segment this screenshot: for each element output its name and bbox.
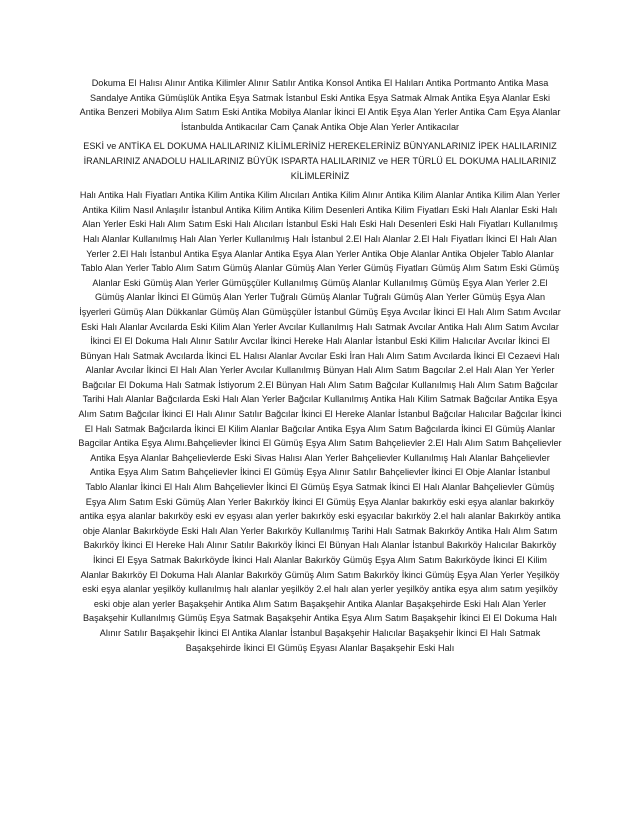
paragraph-carpet-types-uppercase: ESKİ ve ANTİKA EL DOKUMA HALILARINIZ KİLİMLERİNİZ HEREKELERİNİZ BÜNYANLARINIZ İPEK HALILARINIZ İRANLARINIZ ANADOLU HALILARINIZ BÜYÜK ISPARTA HALILARINIZ ve HER TÜRLÜ EL DOKUMA HALILARINIZ KİLİMLERİNİZ — [83, 141, 557, 181]
paragraph-antique-dealers-intro: Dokuma El Halısı Alınır Antika Kilimler Alınır Satılır Antika Konsol Antika El Halıları Antika Portmanto Antika Masa Sandalye Antika Gümüşlük Antika Eşya Satmak İstanbul Eski Antika Eşya Satmak Almak Antika Eşya Alanlar Eski Antika Benzeri Mobilya Alım Satım Eski Antika Mobilya Alanlar İkinci El Antik Eşya Alan Yerler Antika Cam Eşya Alanlar İstanbulda Antikacılar Cam Çanak Antika Obje Alan Yerler Antikacılar — [79, 78, 561, 132]
paragraph-keyword-listing: Halı Antika Halı Fiyatları Antika Kilim Antika Kilim Alıcıları Antika Kilim Alınır Antika Kilim Alanlar Antika Kilim Alan Yerler Antika Kilim Nasıl Anlaşılır İstanbul Antika Kilim Antika Kilim Desenleri Antika Kilim Fiyatları Eski Halı Alanlar Eski Halı Alan Yerler Eski Halı Alım Satım Eski Halı Alıcıları İstanbul Eski Halı Eski Halı Desenleri Eski Halı Fiyatları Kullanılmış Halı Alanlar Kullanılmış Halı Alan Yerler Kullanılmış Halı İstanbul 2.El Halı Alanlar 2.El Halı Fiyatları İkinci El Halı Alan Yerler 2.El Halı İstanbul Antika Eşya Alanlar Antika Eşya Alan Yerler Antika Obje Alanlar Antika Objeler Tablo Alanlar Tablo Alan Yerler Tablo Alım Satım Gümüş Alanlar Gümüş Alan Yerler Gümüş Fiyatları Gümüş Alım Satım Eski Gümüş Alanlar Eski Gümüş Alan Yerler Gümüşçüler Kullanılmış Gümüş Alanlar Kullanılmış Gümüş Eşya Alan Yerler 2.El Gümüş Alanlar İkinci El Gümüş Alan Yerler Tuğralı Gümüş Alanlar Tuğralı Gümüş Alan Yerler Gümüş Eşya Alan İşyerleri Gümüş Alan Dükkanlar Gümüş Alan Gümüşçüler İstanbul Gümüş Eşya Avcılar İkinci El Halı Alım Satım Avcılar Eski Halı Alanlar Avcılarda Eski Kilim Alan Yerler Avcılar Kullanılmış Halı Satmak Avcılar Antika Halı Alım Satım Avcılar İkinci El El Dokuma Halı Alınır Satılır Avcılar İkinci Hereke Halı Alanlar İstanbul Eski Kilim Halıcılar Avcılar İkinci El Bünyan Halı Satmak Avcılarda İkinci EL Halısı Alanlar Avcılar Eski İran Halı Alım Satım Avcılarda İkinci El Cezaevi Halı Alanlar Avcılar İkinci El Halı Alan Yerler Avcılar Kullanılmış Bünyan Halı Alım Satım Bagcılar 2.el Halı Alan Yer Yerler Bağcılar El Dokuma Halı Satmak İstiyorum 2.El Bünyan Halı Alım Satım Bağcılar Kullanılmış Halı Alım Satım Bağcılar Tarihi Halı Alanlar Bağcılarda Eski Halı Alan Yerler Bağcılar Kullanılmış Antika Halı Kilim Satmak Bağcılar Antika Eşya Alım Satım Bağcılar İkinci El Halı Alınır Satılır Bağcılar İkinci El Hereke Alanlar İstanbul Bağcılar Halıcılar Bağcılar İkinci El Halı Satmak Bağcılarda İkinci El Kilim Alanlar Bağcılar Antika Eşya Alım Satım Bağcılarda İkinci El Gümüş Alanlar Bagcilar Antika Eşya Alımı.Bahçelievler İkinci El Gümüş Eşya Alım Satım Bahçelievler 2.El Halı Alım Satım Bahçelievler Antika Eşya Alanlar Bahçelievlerde Eski Sivas Halısı Alan Yerler Bahçelievler Kullanılmış Halı Alanlar Bahçelievler Antika Eşya Alım Satım Bahçelievler İkinci El Gümüş Eşya Alınır Satılır Bahçelievler İkinci El Obje Alanlar İstanbul Tablo Alanlar İkinci El Halı Alım Bahçelievler İkinci El Gümüş Eşya Satmak İkinci El Halı Alanlar Bahçelievler Gümüş Eşya Alım Satım Eski Gümüş Alan Yerler Bakırköy İkinci El Gümüş Eşya Alanlar bakırköy eski eşya alanlar bakırköy antika eşya alanlar bakırköy eski ev eşyası alan yerler bakırköy eski eşyacılar bakırköy 2.el halı alanlar Bakırköy antika obje Alanlar Bakırköyde Eski Halı Alan Yerler Bakırköy Kullanılmış Tarihi Halı Satmak Bakırköy Antika Halı Alım Satım Bakırköy İkinci El Hereke Halı Alınır Satılır Bakırköy İkinci El Bünyan Halı Alanlar İstanbul Bakırköy Halıcılar Bakırköy İkinci El Eşya Satmak Bakırköyde İkinci Halı Alanlar Bakırköy Gümüş Eşya Alım Satım Bakırköyde İkinci El Kilim Alanlar Bakırköy El Dokuma Halı Alanlar Bakırköy Gümüş Alım Satım Bakırköy İkinci Gümüş Eşya Alan Yerler Yeşilköy eski eşya alanlar yeşilköy kullanılmış halı alanlar yeşilköy 2.el halı alan yerler yeşilköy antika eşya alım satım yeşilköy eski obje alan yerler Başakşehir Antika Alım Satım Başakşehir Antika Alanlar Başakşehirde Eski Halı Alan Yerler Başakşehir Kullanılmış Gümüş Eşya Satmak Başakşehir Antika Eşya Alım Satım Başakşehir İkinci El El Dokuma Halı Alınır Satılır Başakşehir İkinci El Antika Alanlar İstanbul Başakşehir Halıcılar Başakşehir İkinci El Halı Satmak Başakşehirde İkinci El Gümüş Eşyası Alanlar Başakşehir Eski Halı — [78, 190, 562, 653]
document-page — [78, 76, 562, 655]
